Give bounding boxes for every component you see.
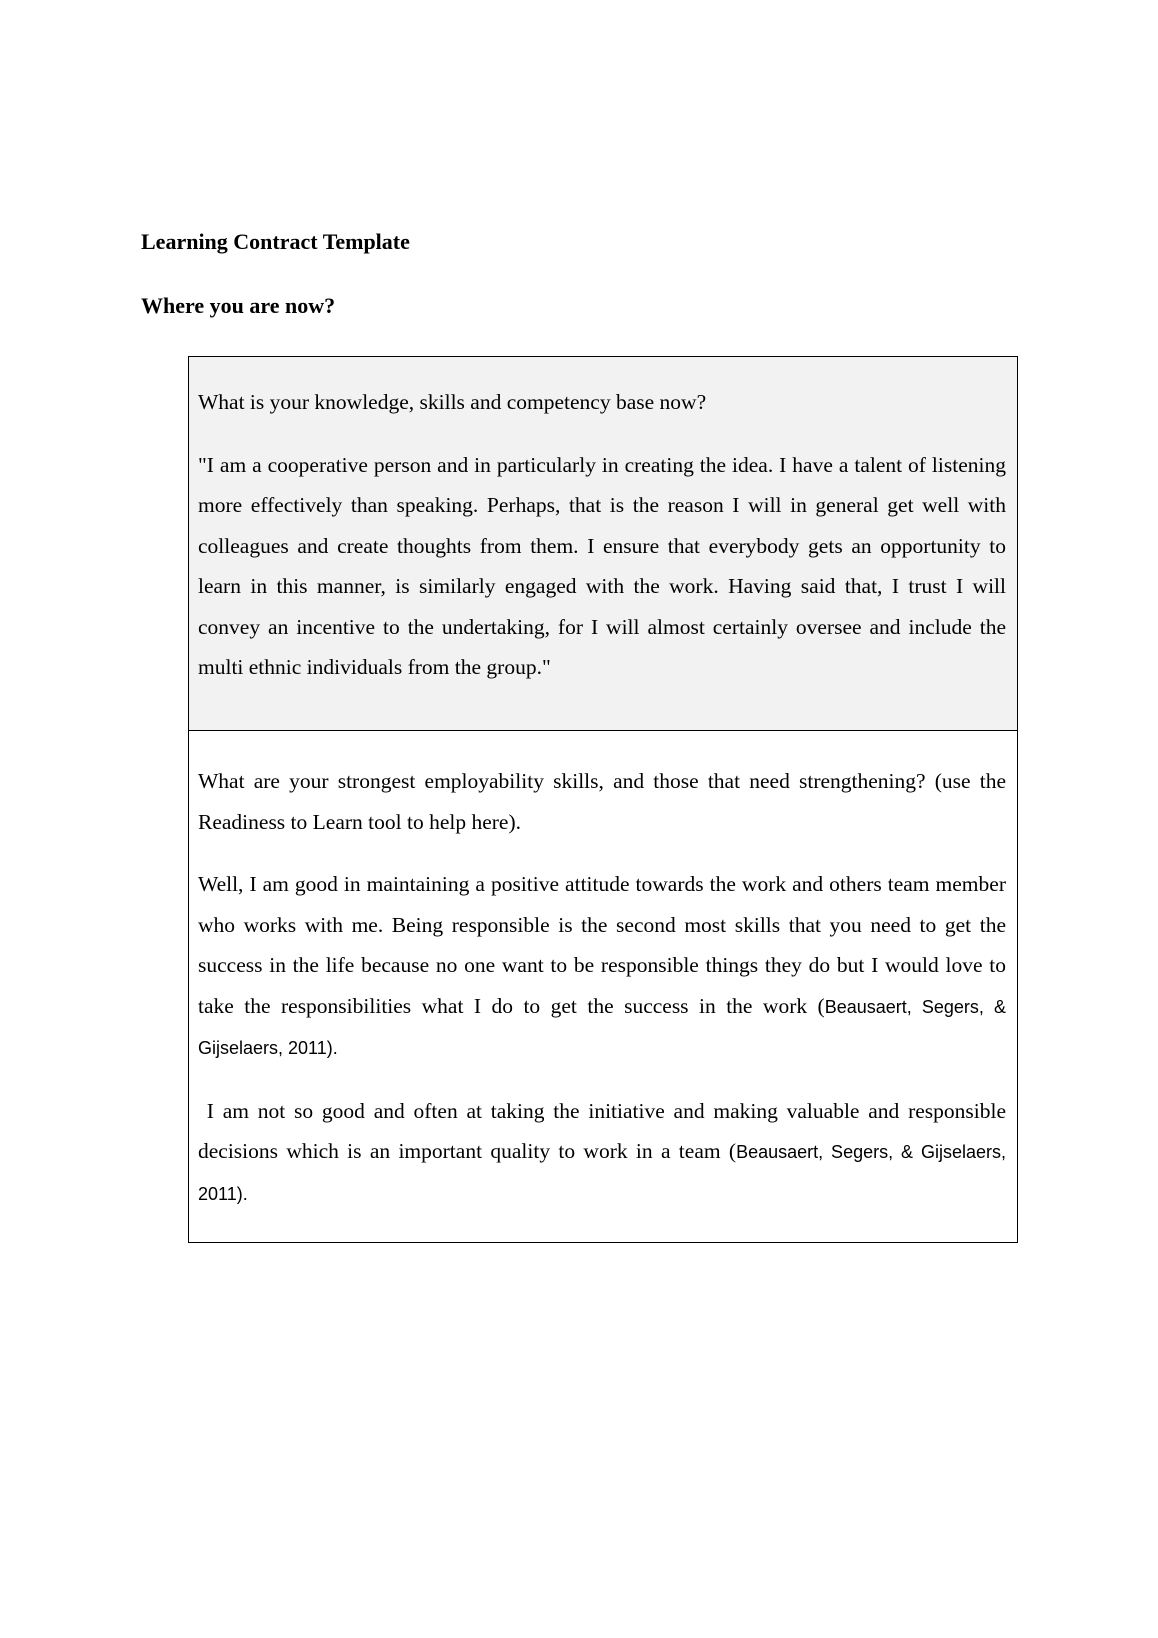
weakness-paragraph [198,1091,1006,1215]
strength-citation: Beausaert, Segers, & Gijselaers, 2011). [198,996,1006,1058]
employability-question: What are your strongest employability skills, and those that need strengthening? (use the Readiness to Learn tool to help here). [198,769,1006,834]
weakness-citation: Beausaert, Segers, & Gijselaers, 2011). [198,1142,1006,1204]
employability-cell [189,731,1017,1242]
document-title: Learning Contract Template [141,229,410,254]
knowledge-answer: "I am a cooperative person and in particularly in creating the idea. I have a talent of listening more effectively than speaking. Perhaps, that is the reason I will in general get well with colleagues and create thoughts from them. I ensure that everybody gets an opportunity to learn in this manner, is similarly engaged with the work. Having said that, I trust I will convey an incentive to the undertaking, for I will almost certainly oversee and include the multi ethnic individuals from the group." [198,452,1006,679]
knowledge-cell [189,357,1017,731]
strength-paragraph [198,864,1006,1069]
learning-contract-table [188,356,1018,1243]
knowledge-question: What is your knowledge, skills and competency base now? [198,390,707,414]
section-heading: Where you are now? [141,293,336,318]
weakness-text: I am not so good and often at taking the initiative and making valuable and responsible decisions which is an important quality to work in a team ( [198,1098,1006,1163]
strength-text: Well, I am good in maintaining a positive attitude towards the work and others team member who works with me. Being responsible is the second most skills that you need to get the success in the life because no one want to be responsible things they do but I would love to take the responsibilities what I do to get the success in the work ( [198,872,1006,1018]
